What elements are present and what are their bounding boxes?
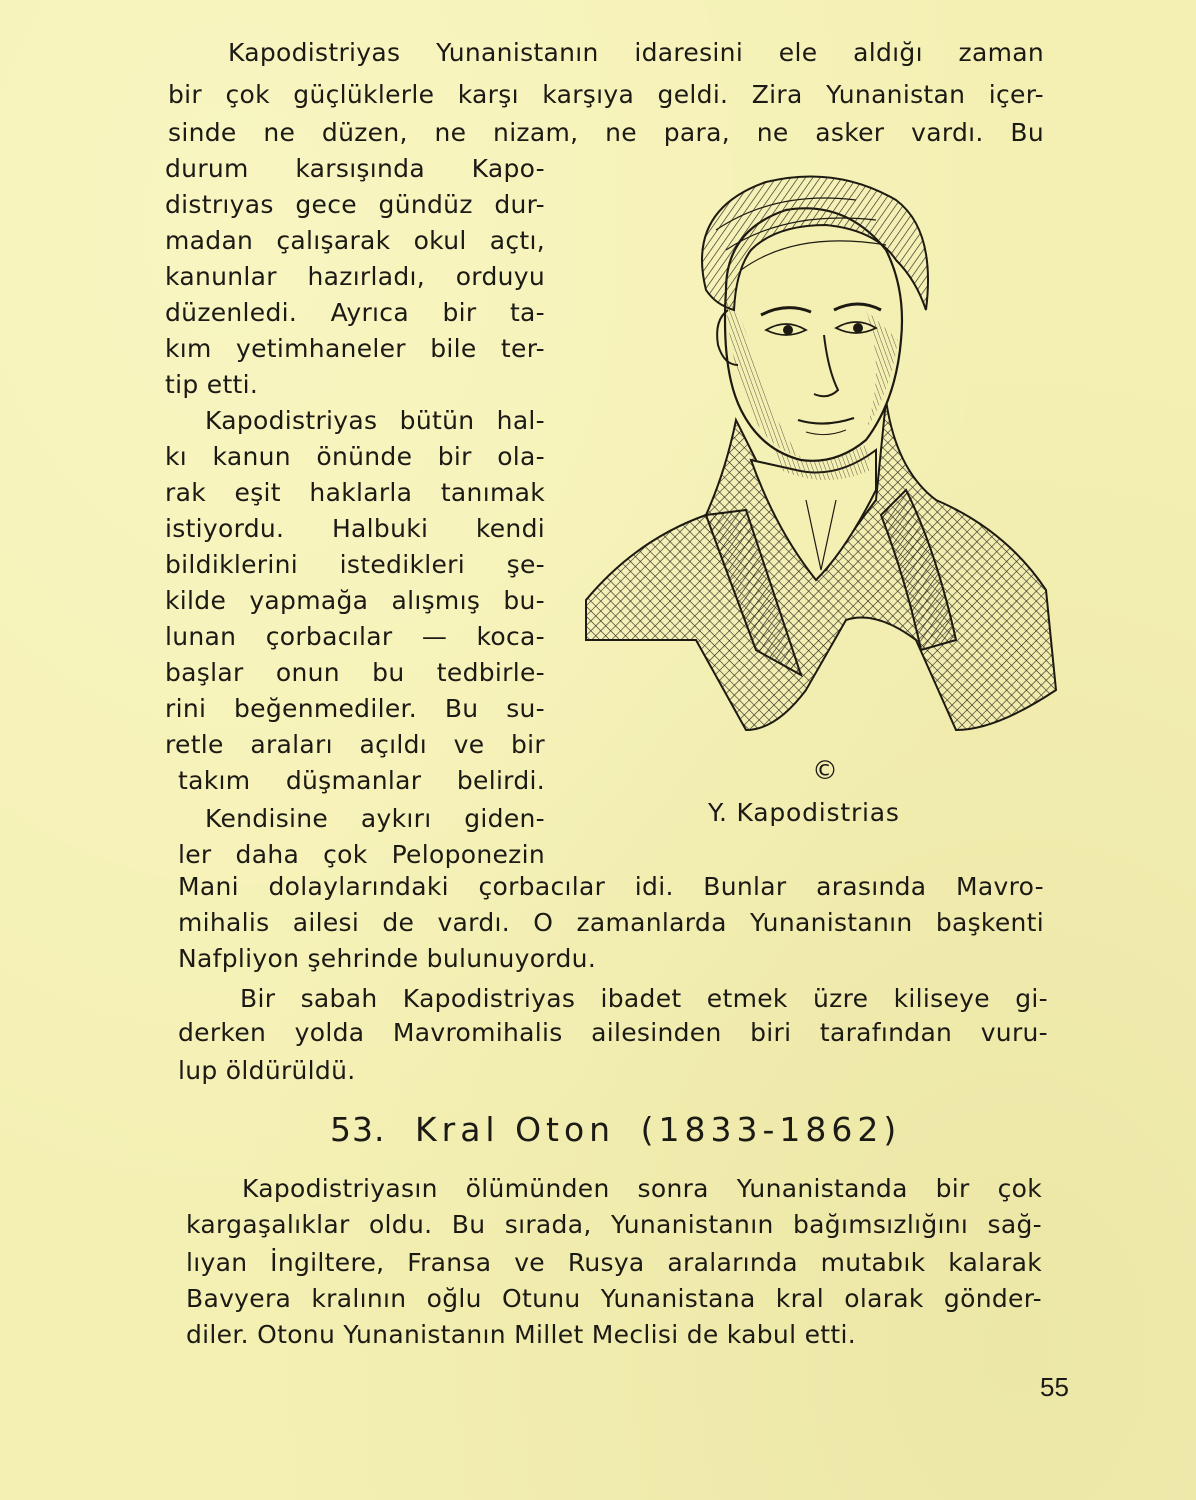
text-line: kargaşalıklar oldu. Bu sırada, Yunanistanın bağımsızlığını sağ- — [186, 1210, 1042, 1239]
text-line: retle araları açıldı ve bir — [165, 730, 545, 759]
text-line: kilde yapmağa alışmış bu- — [165, 586, 545, 615]
text-line: düzenledi. Ayrıca bir ta- — [165, 298, 545, 327]
text-line: istiyordu. Halbuki kendi — [165, 514, 545, 543]
text-line: durum karsışında Kapo- — [165, 154, 545, 183]
portrait-engraving — [576, 170, 1066, 750]
section-number: 53. — [330, 1110, 386, 1149]
section-years: (1833-1862) — [640, 1110, 902, 1149]
text-line: takım düşmanlar belirdi. — [178, 766, 545, 795]
text-line: lup öldürüldü. — [178, 1056, 356, 1085]
text-line: lıyan İngiltere, Fransa ve Rusya aralarında mutabık kalarak — [186, 1248, 1042, 1277]
text-line: rak eşit haklarla tanımak — [165, 478, 545, 507]
text-line: lunan çorbacılar — koca- — [165, 622, 545, 651]
text-line: Kapodistriyas bütün hal- — [205, 406, 545, 435]
text-line: Kendisine aykırı giden- — [205, 804, 545, 833]
text-line: kı kanun önünde bir ola- — [165, 442, 545, 471]
text-line: madan çalışarak okul açtı, — [165, 226, 545, 255]
figure-caption: Y. Kapodistrias — [708, 798, 900, 827]
text-line: kanunlar hazırladı, orduyu — [165, 262, 545, 291]
text-line: tip etti. — [165, 370, 259, 399]
text-line: Bavyera kralının oğlu Otunu Yunanistana kral olarak gönder- — [186, 1284, 1042, 1313]
text-line: diler. Otonu Yunanistanın Millet Meclisi de kabul etti. — [186, 1320, 856, 1349]
text-line: ler daha çok Peloponezin — [178, 840, 545, 869]
text-line: Kapodistriyasın ölümünden sonra Yunanistanda bir çok — [242, 1174, 1042, 1203]
text-line: distrıyas gece gündüz dur- — [165, 190, 545, 219]
text-line: başlar onun bu tedbirle- — [165, 658, 545, 687]
text-line: sinde ne düzen, ne nizam, ne para, ne asker vardı. Bu — [168, 118, 1044, 147]
text-line: rini beğenmediler. Bu su- — [165, 694, 545, 723]
page-number: 55 — [1040, 1372, 1069, 1402]
text-line: Mani dolaylarındaki çorbacılar idi. Bunlar arasında Mavro- — [178, 872, 1044, 901]
section-title: Kral Oton — [414, 1110, 616, 1149]
text-line: mihalis ailesi de vardı. O zamanlarda Yunanistanın başkenti — [178, 908, 1044, 937]
text-line: bir çok güçlüklerle karşı karşıya geldi. Zira Yunanistan içer- — [168, 80, 1044, 109]
copyright-mark: © — [812, 756, 838, 786]
text-line: Nafpliyon şehrinde bulunuyordu. — [178, 944, 597, 973]
text-line: kım yetimhaneler bile ter- — [165, 334, 545, 363]
text-line: Bir sabah Kapodistriyas ibadet etmek üzre kiliseye gi- — [240, 984, 1048, 1013]
section-heading — [330, 1108, 970, 1152]
text-line: bildiklerini istedikleri şe- — [165, 550, 545, 579]
text-line: derken yolda Mavromihalis ailesinden biri tarafından vuru- — [178, 1018, 1048, 1047]
text-line: Kapodistriyas Yunanistanın idaresini ele aldığı zaman — [228, 38, 1044, 67]
